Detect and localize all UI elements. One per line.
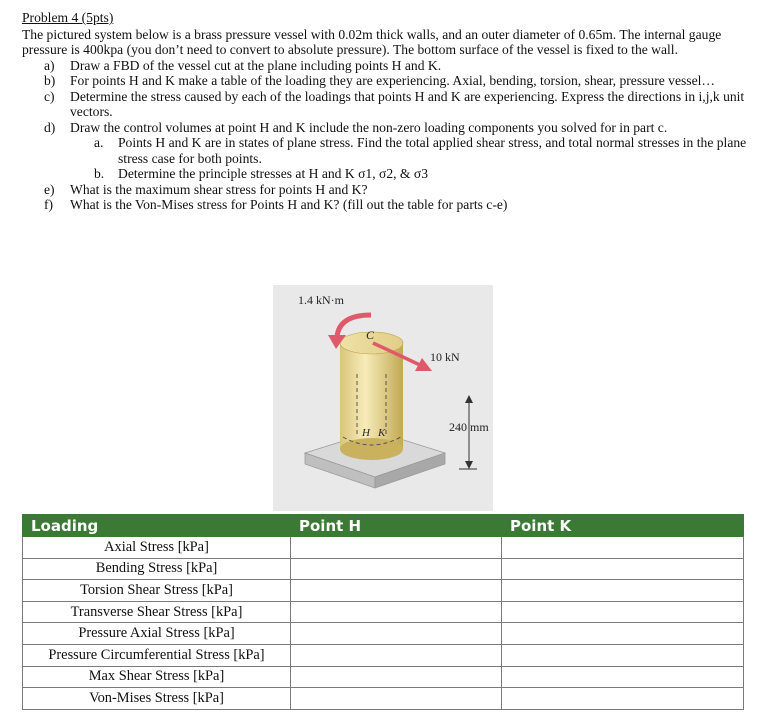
subquestion-a: [22, 135, 757, 166]
question-d: [22, 120, 757, 136]
question-text: For points H and K make a table of the loading they are experiencing. Axial, bending, torsion, shear, pressure vessel…: [70, 73, 715, 88]
cylinder-bottom: [340, 438, 403, 460]
question-text: Determine the stress caused by each of the loadings that points H and K are experiencing. Express the directions in i,j,k unit vectors.: [70, 88, 745, 119]
row-label: Bending Stress [kPa]: [23, 558, 291, 580]
row-label: Pressure Axial Stress [kPa]: [23, 623, 291, 645]
vessel-diagram: [273, 285, 493, 511]
question-c: [22, 89, 757, 120]
loading-table: [22, 514, 744, 710]
cell-point-h[interactable]: [291, 601, 502, 623]
cell-point-h[interactable]: [291, 644, 502, 666]
cell-point-k[interactable]: [502, 558, 744, 580]
question-label: c): [44, 88, 55, 104]
table-row: [23, 644, 744, 666]
cell-point-h[interactable]: [291, 558, 502, 580]
problem-text: [22, 10, 757, 213]
question-label: a): [44, 57, 55, 73]
row-label: Max Shear Stress [kPa]: [23, 666, 291, 688]
cell-point-k[interactable]: [502, 623, 744, 645]
point-h-label: H: [362, 427, 370, 439]
row-label: Axial Stress [kPa]: [23, 537, 291, 559]
header-point-h: Point H: [291, 515, 502, 537]
cell-point-h[interactable]: [291, 537, 502, 559]
row-label: Torsion Shear Stress [kPa]: [23, 580, 291, 602]
cell-point-h[interactable]: [291, 666, 502, 688]
cell-point-k[interactable]: [502, 537, 744, 559]
vessel-figure: [273, 285, 493, 511]
question-text: Draw the control volumes at point H and K include the non-zero loading components you solved for in part c.: [70, 119, 668, 135]
moment-label: 1.4 kN·m: [298, 293, 344, 307]
cell-point-h[interactable]: [291, 623, 502, 645]
question-label: d): [44, 119, 56, 135]
cylinder-body: [340, 343, 403, 449]
point-k-label: K: [378, 427, 386, 439]
question-a: [22, 58, 757, 74]
question-text: What is the Von-Mises stress for Points H and K? (fill out the table for parts c-e): [70, 197, 508, 212]
cell-point-h[interactable]: [291, 580, 502, 602]
question-b: [22, 73, 757, 89]
table-row: [23, 537, 744, 559]
subquestion-text: Points H and K are in states of plane stress. Find the total applied shear stress, and total normal stresses in the plane stress case for both points.: [118, 135, 747, 166]
problem-intro: The pictured system below is a brass pressure vessel with 0.02m thick walls, and an outer diameter of 0.65m. The internal gauge pressure is 400kpa (you don’t need to convert to absolute pressure). The bottom surface of the vessel is fixed to the wall.: [22, 26, 722, 57]
cell-point-k[interactable]: [502, 644, 744, 666]
row-label: Von-Mises Stress [kPa]: [23, 688, 291, 710]
cell-point-k[interactable]: [502, 580, 744, 602]
cell-point-k[interactable]: [502, 688, 744, 710]
cell-point-h[interactable]: [291, 688, 502, 710]
dimension-label: 240 mm: [449, 420, 489, 434]
question-text: Draw a FBD of the vessel cut at the plane including points H and K.: [70, 57, 442, 73]
table-row: [23, 666, 744, 688]
header-loading: Loading: [23, 515, 291, 537]
problem-title: Problem 4 (5pts): [22, 10, 114, 25]
question-label: f): [44, 197, 54, 212]
row-label: Pressure Circumferential Stress [kPa]: [23, 644, 291, 666]
subquestion-label: b.: [94, 166, 105, 181]
table-row: [23, 601, 744, 623]
question-label: e): [44, 181, 55, 197]
dimension-tick-top: [465, 395, 473, 403]
cell-point-k[interactable]: [502, 666, 744, 688]
force-label: 10 kN: [430, 350, 460, 364]
header-point-k: Point K: [502, 515, 744, 537]
row-label: Transverse Shear Stress [kPa]: [23, 601, 291, 623]
subquestion-text: Determine the principle stresses at H and K σ1, σ2, & σ3: [118, 166, 429, 181]
table-row: [23, 688, 744, 710]
question-text: What is the maximum shear stress for points H and K?: [70, 181, 368, 197]
dimension-tick-bottom: [465, 461, 473, 469]
table-row: [23, 580, 744, 602]
question-e: [22, 182, 757, 198]
question-label: b): [44, 73, 56, 88]
subquestion-b: [22, 166, 757, 182]
table-row: [23, 558, 744, 580]
table-header-row: [23, 515, 744, 537]
subquestion-label: a.: [94, 135, 104, 150]
table-row: [23, 623, 744, 645]
question-f: [22, 197, 757, 213]
cell-point-k[interactable]: [502, 601, 744, 623]
point-c-label: C: [366, 328, 375, 342]
